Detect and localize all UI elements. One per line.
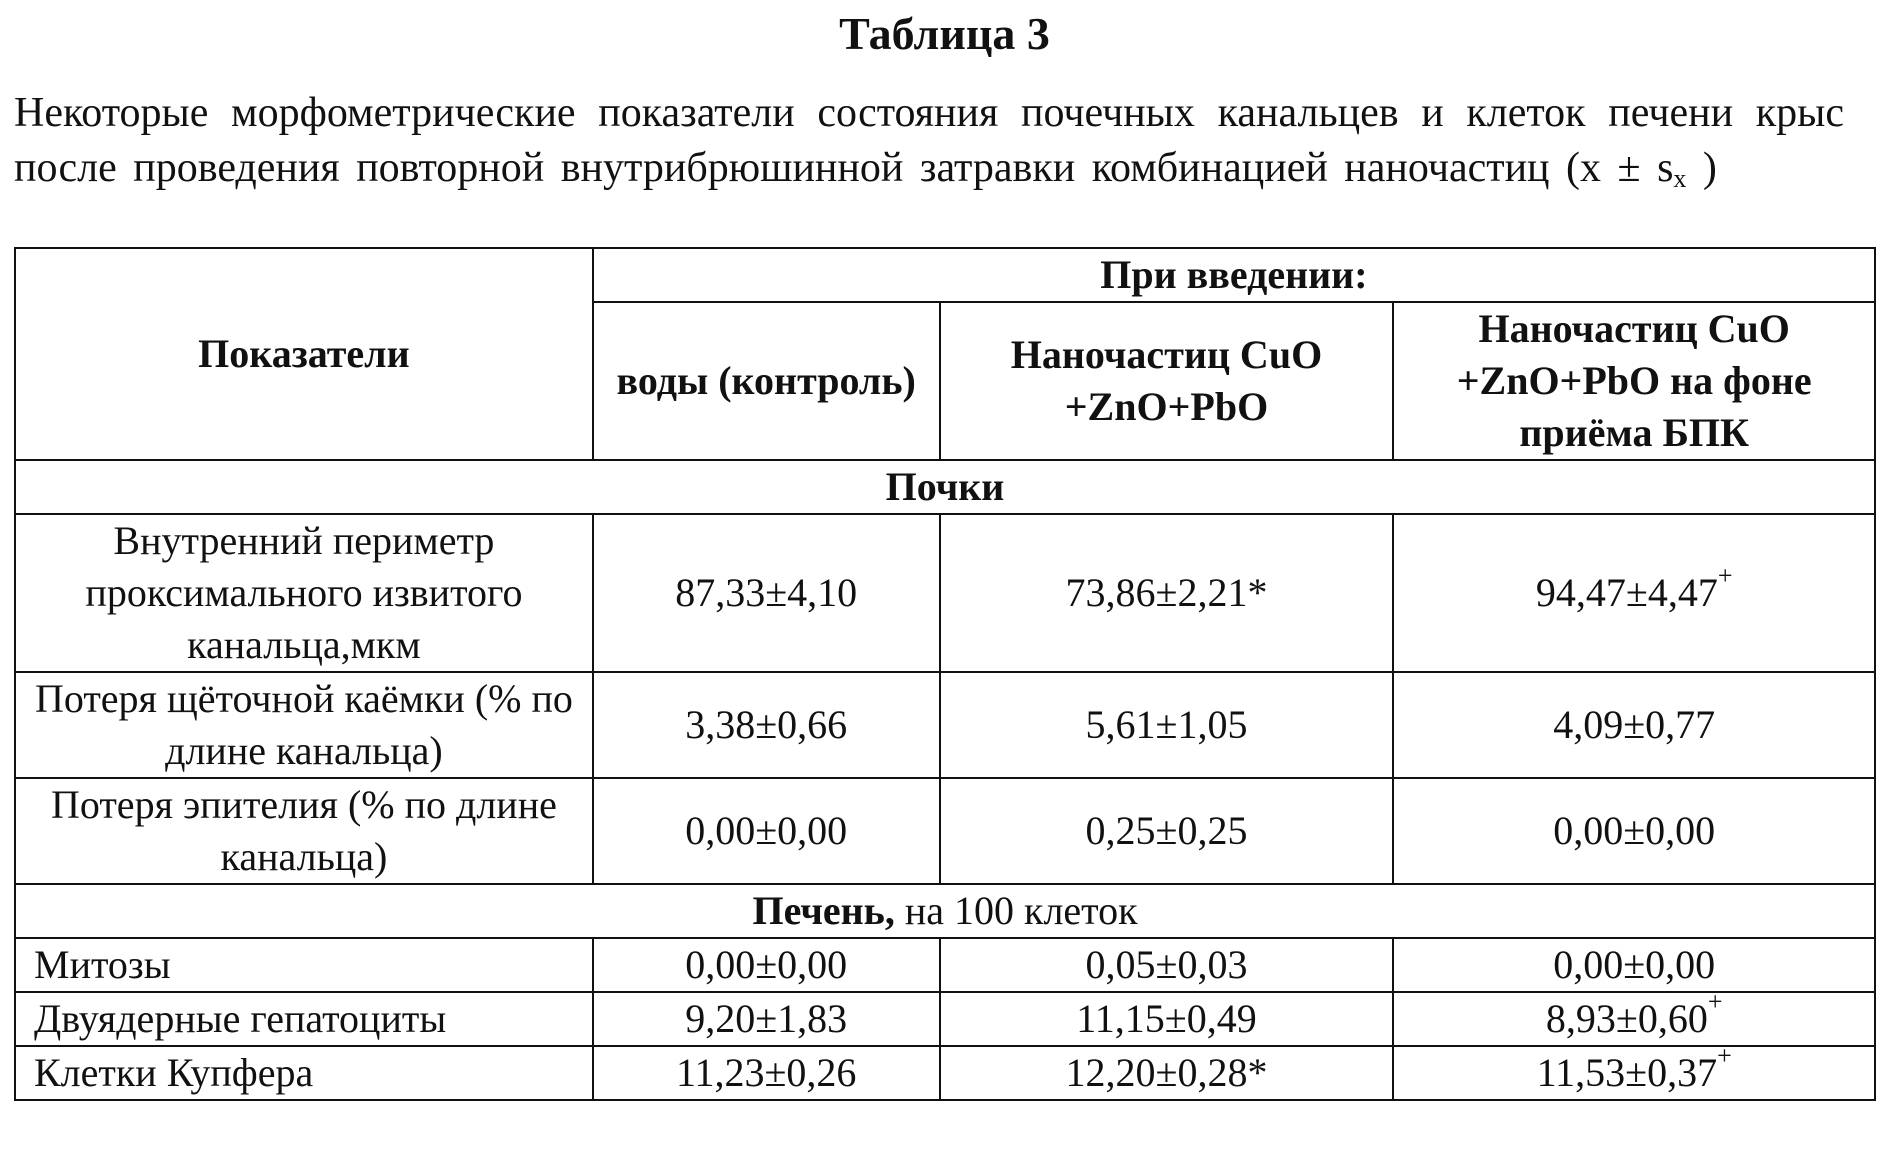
value-water: 11,23±0,26 (675, 1050, 857, 1095)
value-np-bpk: 94,47±4,47 (1535, 570, 1718, 615)
value-np-bpk-significance-mark: + (1717, 1041, 1732, 1070)
caption-closing: ) (1686, 145, 1717, 191)
value-np-bpk-cell (1393, 778, 1875, 884)
value-np-bpk: 8,93±0,60 (1545, 996, 1708, 1041)
value-water: 3,38±0,66 (685, 702, 848, 747)
value-np-cell (940, 778, 1394, 884)
value-np-bpk: 0,00±0,00 (1553, 808, 1716, 853)
section-title-cell (15, 884, 1875, 938)
section-title: Почки (885, 464, 1005, 509)
value-water-cell (593, 938, 940, 992)
section-row (15, 460, 1875, 514)
value-np: 12,20±0,28* (1065, 1050, 1268, 1095)
table-row (15, 778, 1875, 884)
value-water-cell (593, 1046, 940, 1100)
value-np: 0,05±0,03 (1085, 942, 1248, 987)
value-np-bpk: 11,53±0,37 (1536, 1050, 1718, 1095)
value-np-cell (940, 992, 1394, 1046)
value-water: 0,00±0,00 (685, 942, 848, 987)
section-title-cell (15, 460, 1875, 514)
value-water: 0,00±0,00 (685, 808, 848, 853)
caption-text: Некоторые морфометрические показатели состояния почечных канальцев и клеток печени крыс после проведения повторной внутрибрюшинной затравки комбинацией наночастиц (x ± s (14, 90, 1844, 191)
value-np-bpk-significance-mark: + (1717, 561, 1733, 590)
value-water-cell (593, 778, 940, 884)
table-row (15, 1046, 1875, 1100)
section-title-suffix: на 100 клеток (894, 888, 1138, 933)
table-row (15, 672, 1875, 778)
value-np-bpk-significance-mark: + (1707, 987, 1723, 1016)
table-title: Таблица 3 (839, 8, 1050, 59)
value-np-cell (940, 672, 1394, 778)
row-label: Клетки Купфера (15, 1046, 593, 1100)
value-np-bpk-cell (1393, 938, 1875, 992)
header-row-group (15, 248, 1875, 302)
section-row (15, 884, 1875, 938)
table-body (15, 248, 1875, 1100)
value-water-cell (593, 672, 940, 778)
value-np-bpk: 0,00±0,00 (1553, 942, 1716, 987)
value-water-cell (593, 514, 940, 672)
table-row (15, 514, 1875, 672)
table-caption (14, 86, 1844, 206)
value-np-cell (940, 938, 1394, 992)
table-row (15, 938, 1875, 992)
value-water-cell (593, 992, 940, 1046)
header-col-water: воды (контроль) (593, 302, 940, 460)
value-np: 73,86±2,21* (1065, 570, 1268, 615)
header-col-np: Наночастиц CuO +ZnO+PbO (940, 302, 1394, 460)
value-np: 5,61±1,05 (1085, 702, 1248, 747)
section-title: Печень, (752, 888, 895, 933)
value-np-bpk-cell (1393, 1041, 1875, 1100)
caption-subscript: x (1673, 164, 1687, 193)
value-water: 9,20±1,83 (685, 996, 848, 1041)
header-indicators: Показатели (15, 248, 593, 460)
value-water: 87,33±4,10 (675, 570, 858, 615)
value-np: 11,15±0,49 (1076, 996, 1257, 1041)
value-np-bpk-cell (1393, 987, 1875, 1046)
value-np-bpk-cell (1393, 672, 1875, 778)
row-label: Двуядерные гепатоциты (15, 992, 593, 1046)
value-np: 0,25±0,25 (1085, 808, 1248, 853)
value-np-cell (940, 514, 1394, 672)
row-label: Внутренний периметр проксимального извитого канальца,мкм (15, 514, 593, 672)
header-col-np-bpk: Наночастиц CuO +ZnO+PbO на фоне приёма БПК (1393, 302, 1875, 460)
morphometry-table (14, 247, 1876, 1101)
value-np-bpk: 4,09±0,77 (1553, 702, 1716, 747)
row-label: Митозы (15, 938, 593, 992)
header-group: При введении: (593, 248, 1875, 302)
value-np-bpk-cell (1393, 514, 1875, 672)
table-row (15, 992, 1875, 1046)
row-label: Потеря эпителия (% по длине канальца) (15, 778, 593, 884)
row-label: Потеря щёточной каёмки (% по длине канальца) (15, 672, 593, 778)
value-np-cell (940, 1046, 1394, 1100)
